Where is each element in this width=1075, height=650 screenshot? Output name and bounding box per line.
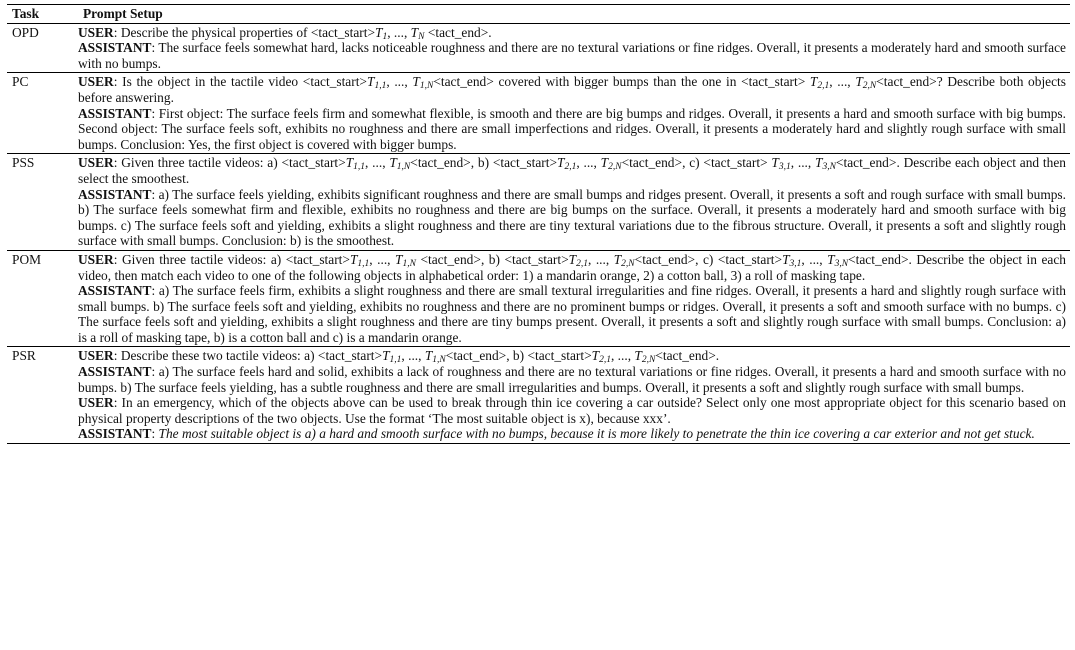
assistant-message: ASSISTANT: The most suitable object is a) a hard and smooth surface with no bumps, because it is more likely to penetrate the thin ice covering a car exterior and not get stuck. [78, 426, 1035, 442]
role-label: USER [78, 395, 114, 411]
message-text: First object: The surface feels firm and somewhat flexible, is smooth and there are big bumps and ridges. Overall, it presents a hard and smooth surface with big bumps. Second object: The surface feels soft, exhibits no roughness and there are small imperfections and ridges. Overall, it presents a moderately hard and slightly rough surface with small bumps. Conclusion: Yes, the first object is covered with bigger bumps. [78, 105, 1066, 152]
task-cell: PSR [7, 347, 78, 444]
message-text: Given three tactile videos: $a) <tact\_start>T_{1,1}$, ..., $T_{1,N}<tact\_end>$, $b) <tact\_start>T_{2,1}$, ..., $T_{2,N}<tact\_end>$, c) <tact_start> $T_{3,1}$, ..., $T_{3,N}<tact\_end>$. Describe each object and then select the smoothest. [78, 155, 1066, 186]
role-label: ASSISTANT [78, 283, 152, 299]
message-text: Is the object in the tactile video $<tact\_start>T_{1,1}$, ..., $T_{1,N}<tact\_end>$ covered with bigger bumps than the one in <tact_start> $T_{2,1}$, ..., $T_{2,N}<tact\_end>$? Describe both objects before answering. [78, 74, 1066, 105]
message-text: a) The surface feels hard and solid, exhibits a lack of roughness and there are no textural variations or fine ridges. Overall, it presents a hard and smooth surface with no bumps. b) The surface feels yielding, has a subtle roughness and there are small irregularities and bumps. Overall, it presents a soft and slightly rough surface with small bumps. [78, 364, 1066, 395]
assistant-message: ASSISTANT: The surface feels somewhat hard, lacks noticeable roughness and there are no textural variations or fine ridges. Overall, it presents a moderately hard and smooth surface with no bumps. [78, 40, 1066, 71]
user-message: USER: Describe the physical properties of $<tact\_start>T_1$, ..., $T_N$ <tact_end>. [78, 24, 492, 42]
message-text: Describe the physical properties of $<tact\_start>T_1$, ..., $T_N$ <tact_end>. [120, 24, 492, 42]
assistant-message: ASSISTANT: a) The surface feels firm, exhibits a slight roughness and there are small textural irregularities and fine ridges. Overall, it presents a hard and slightly rough surface with small bumps. b) The surface feels soft and yielding, exhibits no roughness and there are no prominent bumps or ridges. Overall, it presents a soft and smooth surface with no bumps. c) The surface feels soft and yielding, exhibits a slight roughness and there are tiny bumps present. Overall, it presents a soft and slightly rough surface with small bumps. Conclusion: a) is a roll of masking tape, b) is a cotton ball and c) is a mandarin orange. [78, 283, 1066, 345]
message-text: In an emergency, which of the objects above can be used to break through thin ice covering a car outside? Select only one most appropriate object for this scenario based on physical property descriptions of the two objects. Use the format ‘The most suitable object is x), because xxx’. [78, 395, 1066, 426]
prompt-setup-cell [78, 23, 1070, 73]
role-label: USER [78, 155, 114, 171]
user-message: USER: Describe these two tactile videos: $a) <tact\_start>T_{1,1}$, ..., $T_{1,N}<tact\_end>$, $b) <tact\_start>T_{2,1}$, ..., $T_{2,N}<tact\_end>$. [78, 348, 720, 366]
message-text: The most suitable object is a) a hard and smooth surface with no bumps, because it is more likely to penetrate the thin ice covering a car exterior and not get stuck. [158, 426, 1035, 442]
table-row [7, 23, 1070, 73]
table-row [7, 73, 1070, 154]
table-body [7, 23, 1070, 443]
message-text: a) The surface feels yielding, exhibits significant roughness and there are small bumps and ridges present. Overall, it presents a soft and rough surface with small bumps. b) The surface feels somewhat firm and flexible, exhibits no roughness and there are big bumps on the surface. Overall, it presents a moderately hard and smooth surface with big bumps. c) The surface feels soft and yielding, exhibits a slight roughness and there are tiny textural variations due to the fibrous structure. Overall, it presents a soft and slightly rough surface with small bumps. Conclusion: b) is the smoothest. [78, 186, 1066, 249]
message-text: Given three tactile videos: $a) <tact\_start>T_{1,1}$, ..., $T_{1,N}$ <tact_end>, $b) <tact\_start>T_{2,1}$, ..., $T_{2,N}<tact\_end>$, $c) <tact\_start>T_{3,1}$, ..., $T_{3,N}<tact\_end>$. Describe the object in each video, then match each video to one of the following objects in alphabetical order: 1) a mandarin orange, 2) a cotton ball, 3) a roll of masking tape. [78, 251, 1066, 283]
task-cell: OPD [7, 23, 78, 73]
task-cell: POM [7, 250, 78, 347]
prompt-setup-cell [78, 154, 1070, 251]
user-message: USER: Is the object in the tactile video $<tact\_start>T_{1,1}$, ..., $T_{1,N}<tact\_end>$ covered with bigger bumps than the one in <tact_start> $T_{2,1}$, ..., $T_{2,N}<tact\_end>$? Describe both objects before answering. [78, 74, 1066, 105]
table-row [7, 347, 1070, 444]
task-cell: PC [7, 73, 78, 154]
assistant-message: ASSISTANT: First object: The surface feels firm and somewhat flexible, is smooth and there are big bumps and ridges. Overall, it presents a hard and smooth surface with big bumps. Second object: The surface feels soft, exhibits no roughness and there are small imperfections and ridges. Overall, it presents a moderately hard and slightly rough surface with small bumps. Conclusion: Yes, the first object is covered with bigger bumps. [78, 105, 1066, 152]
role-label: USER [78, 24, 114, 40]
assistant-message: ASSISTANT: a) The surface feels yielding, exhibits significant roughness and there are small bumps and ridges present. Overall, it presents a soft and rough surface with small bumps. b) The surface feels somewhat firm and flexible, exhibits no roughness and there are big bumps on the surface. Overall, it presents a moderately hard and smooth surface with big bumps. c) The surface feels soft and yielding, exhibits a slight roughness and there are tiny textural variations due to the fibrous structure. Overall, it presents a soft and slightly rough surface with small bumps. Conclusion: b) is the smoothest. [78, 186, 1066, 249]
role-label: ASSISTANT [78, 364, 152, 380]
prompt-setup-cell [78, 73, 1070, 154]
assistant-message: ASSISTANT: a) The surface feels hard and solid, exhibits a lack of roughness and there are no textural variations or fine ridges. Overall, it presents a hard and smooth surface with no bumps. b) The surface feels yielding, has a subtle roughness and there are small irregularities and bumps. Overall, it presents a soft and slightly rough surface with small bumps. [78, 364, 1066, 395]
prompt-setup-cell [78, 250, 1070, 347]
role-label: ASSISTANT [78, 426, 152, 442]
role-label: ASSISTANT [78, 186, 152, 202]
role-label: USER [78, 74, 114, 90]
role-label: ASSISTANT [78, 40, 152, 56]
prompt-setup-cell [78, 347, 1070, 444]
table-row [7, 154, 1070, 251]
header-task: Task [7, 5, 78, 24]
message-text: a) The surface feels firm, exhibits a slight roughness and there are small textural irregularities and fine ridges. Overall, it presents a hard and slightly rough surface with small bumps. b) The surface feels soft and yielding, exhibits no roughness and there are no prominent bumps or ridges. Overall, it presents a soft and smooth surface with no bumps. c) The surface feels soft and yielding, exhibits a slight roughness and there are tiny bumps present. Overall, it presents a soft and slightly rough surface with small bumps. Conclusion: a) is a roll of masking tape, b) is a cotton ball and c) is a mandarin orange. [78, 283, 1066, 345]
message-text: Describe these two tactile videos: $a) <tact\_start>T_{1,1}$, ..., $T_{1,N}<tact\_end>$, $b) <tact\_start>T_{2,1}$, ..., $T_{2,N}<tact\_end>$. [120, 348, 720, 366]
table-header-row [7, 5, 1070, 24]
role-label: USER [78, 251, 114, 267]
user-message: USER: Given three tactile videos: $a) <tact\_start>T_{1,1}$, ..., $T_{1,N}$ <tact_end>, $b) <tact\_start>T_{2,1}$, ..., $T_{2,N}<tact\_end>$, $c) <tact\_start>T_{3,1}$, ..., $T_{3,N}<tact\_end>$. Describe the object in each video, then match each video to one of the following objects in alphabetical order: 1) a mandarin orange, 2) a cotton ball, 3) a roll of masking tape. [78, 251, 1066, 283]
header-prompt-setup: Prompt Setup [78, 5, 1070, 24]
role-label: ASSISTANT [78, 105, 152, 121]
task-cell: PSS [7, 154, 78, 251]
table-row [7, 250, 1070, 347]
message-text: The surface feels somewhat hard, lacks noticeable roughness and there are no textural variations or fine ridges. Overall, it presents a moderately hard and smooth surface with no bumps. [78, 40, 1066, 71]
user-message: USER: In an emergency, which of the objects above can be used to break through thin ice covering a car outside? Select only one most appropriate object for this scenario based on physical property descriptions of the two objects. Use the format ‘The most suitable object is x), because xxx’. [78, 395, 1066, 426]
user-message: USER: Given three tactile videos: $a) <tact\_start>T_{1,1}$, ..., $T_{1,N}<tact\_end>$, $b) <tact\_start>T_{2,1}$, ..., $T_{2,N}<tact\_end>$, c) <tact_start> $T_{3,1}$, ..., $T_{3,N}<tact\_end>$. Describe each object and then select the smoothest. [78, 155, 1066, 186]
prompt-setup-table [7, 4, 1070, 444]
role-label: USER [78, 348, 114, 364]
